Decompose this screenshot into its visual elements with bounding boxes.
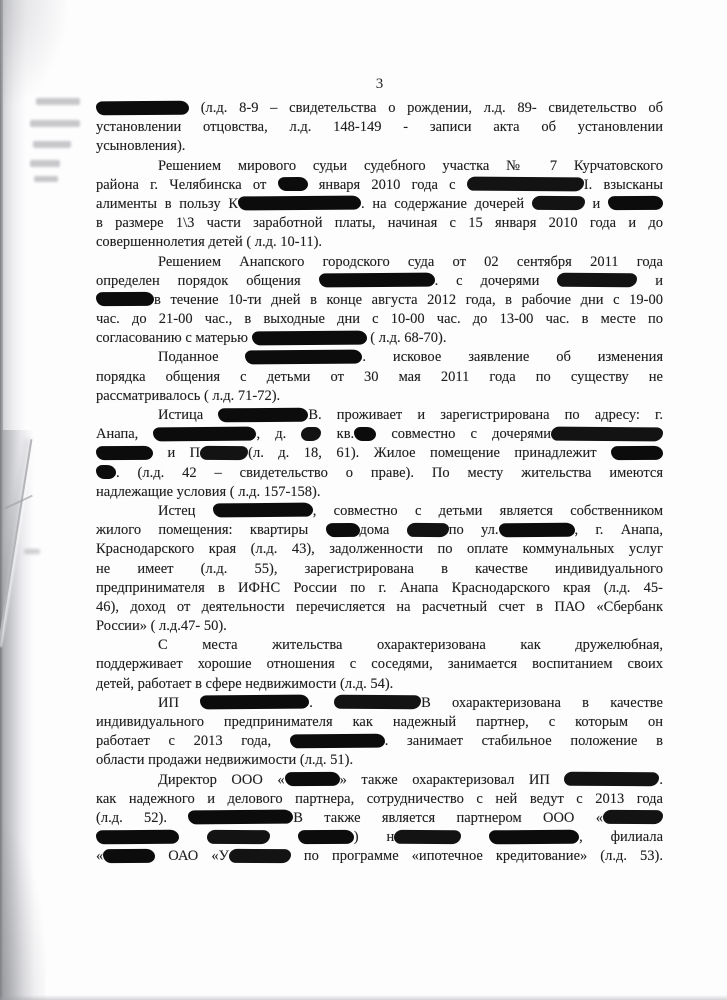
- text-line: рассматривалось ( л.д. 71-72).: [96, 387, 281, 404]
- text-line: в течение 10-ти дней в конце августа 2012 года, в рабочие дни с 19-00: [96, 291, 663, 310]
- redaction-bar: [96, 292, 154, 306]
- text-line: Краснодарского края (л.д. 43), задолженности по оплате коммунальных услуг: [96, 541, 663, 558]
- text-line: Истица В. проживает и зарегистрирована по адресу: г.: [158, 407, 663, 423]
- redaction-bar: [298, 829, 354, 843]
- redaction-bar: [238, 196, 361, 211]
- redaction-bar: [103, 849, 155, 863]
- text-line: работает с 2013 года, . занимает стабильное положение в: [96, 733, 663, 750]
- text-line: Анапа, , д. кв. совместно с дочерями: [96, 425, 663, 444]
- redaction-bar: [564, 772, 659, 787]
- text-line: не имеет (л.д. 55), зарегистрирована в качестве индивидуального: [96, 560, 663, 577]
- text-line: час. до 21-00 час., в выходные дни с 10-00 час. до 13-00 час. в месте по: [96, 311, 663, 328]
- text-line: в размере 1\3 части заработной платы, начиная с 15 января 2010 года и до: [96, 215, 663, 232]
- text-line: согласованию с матерью ( л.д. 68-70).: [96, 330, 447, 347]
- scan-bleedthrough-mark: [30, 120, 80, 127]
- text-line: детей, работает в сфере недвижимости (л.д. 54).: [96, 675, 394, 692]
- scan-bleedthrough-mark: [36, 98, 80, 105]
- text-line: Решением мирового судьи судебного участка № 7 Курчатовского: [158, 157, 663, 174]
- text-line: 46), доход от деятельности перечисляется на расчетный счет в ПАО «Сбербанк: [96, 598, 663, 615]
- redaction-bar: [325, 522, 359, 536]
- page-number: 3: [375, 76, 384, 92]
- text-line: ) н , филиала: [96, 828, 663, 847]
- redaction-bar: [229, 849, 291, 863]
- text-line: (л.д. 8-9 – свидетельства о рождении, л.д. 89- свидетельство об: [96, 99, 663, 118]
- redaction-bar: [354, 427, 376, 441]
- redaction-bar: [498, 522, 574, 537]
- text-line: установлении отцовства, л.д. 148-149 - записи акта об установлении: [96, 119, 663, 136]
- text-line: Поданное . исковое заявление об изменения: [158, 349, 663, 366]
- redaction-bar: [467, 177, 584, 192]
- redaction-bar: [319, 273, 435, 288]
- text-line: Истец , совместно с детьми является собственником: [158, 502, 663, 519]
- text-line: ИП . В охарактеризована в качестве: [158, 694, 663, 711]
- scan-corner-shadow-top-left: [0, 0, 70, 110]
- text-line: и П (л. д. 18, 61). Жилое помещение принадлежит: [96, 444, 663, 463]
- text-line: района г. Челябинска от января 2010 года с І. взысканы: [96, 176, 663, 193]
- text-line: « ОАО «У по программе «ипотечное кредитование» (л.д. 53).: [96, 848, 663, 865]
- redaction-bar: [96, 100, 189, 115]
- redaction-bar: [96, 829, 179, 844]
- redaction-bar: [207, 829, 270, 843]
- scan-smudge: [24, 549, 40, 554]
- text-line: определен порядок общения . с дочерями и: [96, 272, 663, 289]
- scan-bleedthrough-mark: [33, 141, 71, 148]
- text-line: С места жительства охарактеризована как дружелюбная,: [158, 637, 663, 654]
- redaction-bar: [489, 829, 579, 844]
- text-line: Директор ООО « » также охарактеризовал ИП .: [158, 771, 663, 788]
- scan-corner-shadow-bottom-left: [0, 830, 46, 1000]
- redaction-bar: [200, 695, 309, 710]
- redaction-bar: [290, 733, 385, 748]
- redaction-bar: [608, 196, 663, 210]
- redaction-bar: [603, 810, 663, 824]
- redaction-bar: [252, 330, 367, 345]
- text-line: усыновления).: [96, 138, 186, 155]
- redaction-bar: [334, 695, 421, 710]
- redaction-bar: [611, 446, 663, 460]
- text-line: поддерживает хорошие отношения с соседями, занимается воспитанием своих: [96, 656, 663, 673]
- redaction-bar: [557, 273, 637, 288]
- scan-bleedthrough-mark: [30, 160, 60, 167]
- redaction-bar: [394, 829, 461, 843]
- redaction-bar: [153, 426, 256, 441]
- redaction-bar: [277, 177, 307, 191]
- redaction-bar: [407, 522, 449, 536]
- redaction-bar: [96, 446, 153, 460]
- redaction-bar: [532, 196, 585, 210]
- text-line: области продажи недвижимости (л.д. 51).: [96, 752, 354, 769]
- text-line: (л.д. 52). В также является партнером ООО «: [96, 809, 663, 828]
- document-text: [96, 99, 663, 867]
- text-line: Решением Анапского городского суда от 02 сентября 2011 года: [158, 253, 663, 270]
- text-line: индивидуального предпринимателя как надежный партнер, с которым он: [96, 714, 663, 730]
- redaction-bar: [285, 772, 340, 786]
- text-line: порядка общения с детьми от 30 мая 2011 года по существу не: [96, 368, 663, 385]
- text-line: как надежного и делового партнера, сотрудничество с ней ведут с 2013 года: [96, 790, 663, 807]
- redaction-bar: [301, 427, 321, 441]
- text-line: алименты в пользу К . на содержание дочерей и: [96, 195, 663, 214]
- redaction-bar: [245, 349, 362, 364]
- text-line: . (л.д. 42 – свидетельство о праве). По месту жительства имеются: [96, 464, 663, 483]
- redaction-bar: [213, 503, 313, 518]
- scan-bottom-edge-shadow: [0, 995, 727, 1000]
- scan-bleedthrough-mark: [34, 176, 58, 182]
- redaction-bar: [218, 407, 308, 422]
- text-line: предпринимателя в ИФНС России по г. Анапа Краснодарского края (л.д. 45-: [96, 579, 663, 596]
- redaction-bar: [551, 426, 663, 441]
- redaction-bar: [96, 465, 116, 479]
- text-line: жилого помещения: квартиры дома по ул. , г. Анапа,: [96, 522, 663, 539]
- redaction-bar: [200, 446, 248, 460]
- text-line: России» ( л.д.47- 50).: [96, 618, 227, 635]
- text-line: совершеннолетия детей ( л.д. 10-11).: [96, 234, 323, 251]
- text-line: надлежащие условия ( л.д. 157-158).: [96, 483, 321, 500]
- redaction-bar: [188, 810, 293, 825]
